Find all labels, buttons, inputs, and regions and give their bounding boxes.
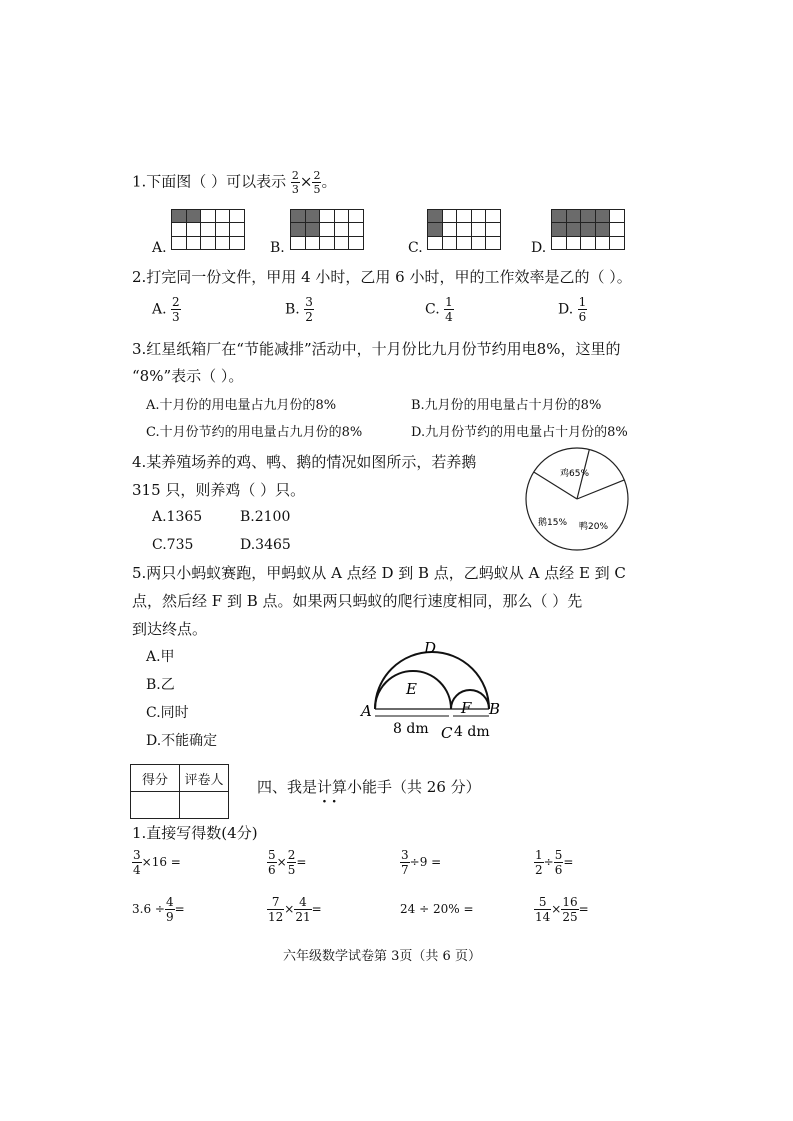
score-table [130, 764, 229, 819]
grid-cell [306, 223, 321, 236]
grid-cell [335, 210, 350, 223]
q2-option-b[interactable]: B. $\frac{3}{2}$ [285, 295, 313, 324]
grid-cell [552, 237, 567, 250]
grid-cell [457, 223, 472, 236]
q5-option-d[interactable]: D.不能确定 [146, 733, 218, 749]
grid-cell [581, 210, 596, 223]
grid-cell [581, 237, 596, 250]
q2-option-a[interactable]: A. $\frac{2}{3}$ [152, 295, 180, 324]
calc-item-6[interactable]: $\frac{7}{12}$ × $\frac{4}{21}$ = [268, 895, 322, 924]
q5-option-a[interactable]: A.甲 [146, 649, 175, 665]
grid-cell [443, 237, 458, 250]
grid-cell [567, 237, 582, 250]
label-e: E [406, 680, 417, 698]
q3-option-d[interactable]: D.九月份节约的用电量占十月份的8% [411, 425, 628, 440]
fraction-2-5: $\frac{2}{5}$ [313, 169, 321, 196]
grid-cell [291, 210, 306, 223]
label-b: B [489, 700, 501, 718]
pie-label-chicken: 鸡65% [560, 469, 590, 479]
grid-cell [581, 223, 596, 236]
grid-cell [291, 237, 306, 250]
grid-cell [216, 223, 231, 236]
q4-option-d[interactable]: D.3465 [240, 537, 291, 553]
grid-cell [230, 237, 245, 250]
fraction-2-3: $\frac{2}{3}$ [291, 169, 299, 196]
label-d: D [424, 639, 437, 657]
label-a: A [361, 702, 372, 720]
q1-option-b-label: B. [270, 240, 285, 256]
grid-cell [552, 210, 567, 223]
grid-cell [216, 210, 231, 223]
calc-item-7[interactable]: 24 ÷ 20% = [400, 902, 474, 916]
grid-cell [428, 237, 443, 250]
q3-option-c[interactable]: C.十月份节约的用电量占九月份的8% [146, 425, 363, 440]
q2-option-c[interactable]: C. $\frac{1}{4}$ [425, 295, 453, 324]
grid-cell [552, 223, 567, 236]
q1-option-a-label: A. [152, 240, 167, 256]
q2-option-d[interactable]: D. $\frac{1}{6}$ [558, 295, 587, 324]
q5-stem-line3: 到达终点。 [132, 620, 208, 638]
grid-cell [230, 223, 245, 236]
calc-item-1[interactable]: $\frac{3}{4}$ ×16 = [133, 848, 181, 877]
grid-cell [486, 223, 501, 236]
pie-label-duck: 鸭20% [579, 522, 609, 532]
q5-stem-line1: 5.两只小蚂蚁赛跑，甲蚂蚁从 A 点经 D 到 B 点，乙蚂蚁从 A 点经 E 到 C [132, 564, 626, 582]
grid-cell [567, 210, 582, 223]
q1-option-d-label: D. [531, 240, 547, 256]
grid-cell [172, 237, 187, 250]
grid-cell [187, 210, 202, 223]
grid-cell [306, 210, 321, 223]
grid-cell [172, 210, 187, 223]
calc-item-3[interactable]: $\frac{3}{7}$ ÷9 = [401, 848, 442, 877]
grid-cell [201, 210, 216, 223]
section-4-title: 四、我是计算小能手（共 26 分） [257, 778, 481, 796]
q4-option-c[interactable]: C.735 [152, 537, 194, 553]
grid-cell [349, 223, 364, 236]
calc-item-2[interactable]: $\frac{5}{6}$ × $\frac{2}{5}$ = [268, 848, 307, 877]
grid-cell [187, 237, 202, 250]
grid-cell [457, 210, 472, 223]
q1-stem: 1.下面图（ ）可以表示 $\frac{2}{3}$ × $\frac{2}{5}$ 。 [132, 169, 337, 196]
q1-option-c-grid[interactable] [427, 209, 501, 250]
q5-option-c[interactable]: C.同时 [146, 705, 189, 721]
grid-cell [486, 210, 501, 223]
q1-option-b-grid[interactable] [290, 209, 364, 250]
score-label: 得分 [131, 765, 180, 792]
grid-cell [443, 223, 458, 236]
q3-stem-line1: 3.红星纸箱厂在“节能减排”活动中，十月份比九月份节约用电8%，这里的 [132, 340, 621, 358]
q4-pie-chart [522, 447, 632, 551]
grid-cell [596, 223, 611, 236]
q1-option-d-grid[interactable] [551, 209, 625, 250]
reviewer-label: 评卷人 [180, 765, 229, 792]
label-f: F [461, 699, 472, 717]
grid-cell [349, 210, 364, 223]
q3-option-b[interactable]: B.九月份的用电量占十月份的8% [411, 398, 602, 413]
label-c: C [441, 724, 453, 742]
grid-cell [349, 237, 364, 250]
page-footer: 六年级数学试卷第 3页（共 6 页） [283, 949, 481, 964]
length-8dm: 8 dm [393, 721, 429, 737]
grid-cell [320, 210, 335, 223]
grid-cell [596, 237, 611, 250]
grid-cell [610, 210, 625, 223]
q1-option-c-label: C. [408, 240, 423, 256]
calc-item-5[interactable]: 3.6 ÷ $\frac{4}{9}$ = [132, 895, 185, 924]
calc-item-8[interactable]: $\frac{5}{14}$ × $\frac{16}{25}$ = [535, 895, 589, 924]
grid-cell [472, 237, 487, 250]
q2-stem: 2.打完同一份文件，甲用 4 小时，乙用 6 小时，甲的工作效率是乙的（ ）。 [132, 268, 632, 286]
q4-option-a[interactable]: A.1365 [152, 509, 203, 525]
pie-slice-divider [577, 480, 624, 499]
grid-cell [610, 237, 625, 250]
grid-cell [230, 210, 245, 223]
grid-cell [306, 237, 321, 250]
grid-cell [320, 223, 335, 236]
grid-cell [320, 237, 335, 250]
pie-label-goose: 鹅15% [538, 518, 568, 528]
grid-cell [443, 210, 458, 223]
length-4dm: 4 dm [454, 724, 490, 740]
q5-option-b[interactable]: B.乙 [146, 677, 175, 693]
q4-stem-line2: 315 只，则养鸡（ ）只。 [132, 481, 306, 499]
calc-heading: 1.直接写得数(4分) [132, 824, 258, 842]
q4-stem-line1: 4.某养殖场养的鸡、鸭、鹅的情况如图所示，若养鹅 [132, 453, 477, 471]
q3-stem-line2: “8%”表示（ ）。 [132, 367, 244, 385]
calc-item-4[interactable]: $\frac{1}{2}$ ÷ $\frac{5}{6}$ = [535, 848, 574, 877]
q4-option-b[interactable]: B.2100 [240, 509, 291, 525]
grid-cell [291, 223, 306, 236]
grid-cell [472, 223, 487, 236]
q3-option-a[interactable]: A.十月份的用电量占九月份的8% [146, 398, 337, 413]
arc-d [375, 652, 489, 709]
grid-cell [201, 237, 216, 250]
grid-cell [216, 237, 231, 250]
q1-option-a-grid[interactable] [171, 209, 245, 250]
grid-cell [457, 237, 472, 250]
grid-cell [201, 223, 216, 236]
grid-cell [335, 223, 350, 236]
grid-cell [187, 223, 202, 236]
grid-cell [172, 223, 187, 236]
emphasis-dots: · · [322, 794, 337, 810]
grid-cell [428, 210, 443, 223]
grid-cell [610, 223, 625, 236]
grid-cell [486, 237, 501, 250]
reviewer-cell[interactable] [180, 792, 229, 819]
q5-stem-line2: 点，然后经 F 到 B 点。如果两只蚂蚁的爬行速度相同，那么（ ）先 [132, 592, 583, 610]
grid-cell [567, 223, 582, 236]
grid-cell [335, 237, 350, 250]
score-cell[interactable] [131, 792, 180, 819]
grid-cell [596, 210, 611, 223]
grid-cell [472, 210, 487, 223]
grid-cell [428, 223, 443, 236]
q5-semicircle-figure [355, 636, 505, 744]
